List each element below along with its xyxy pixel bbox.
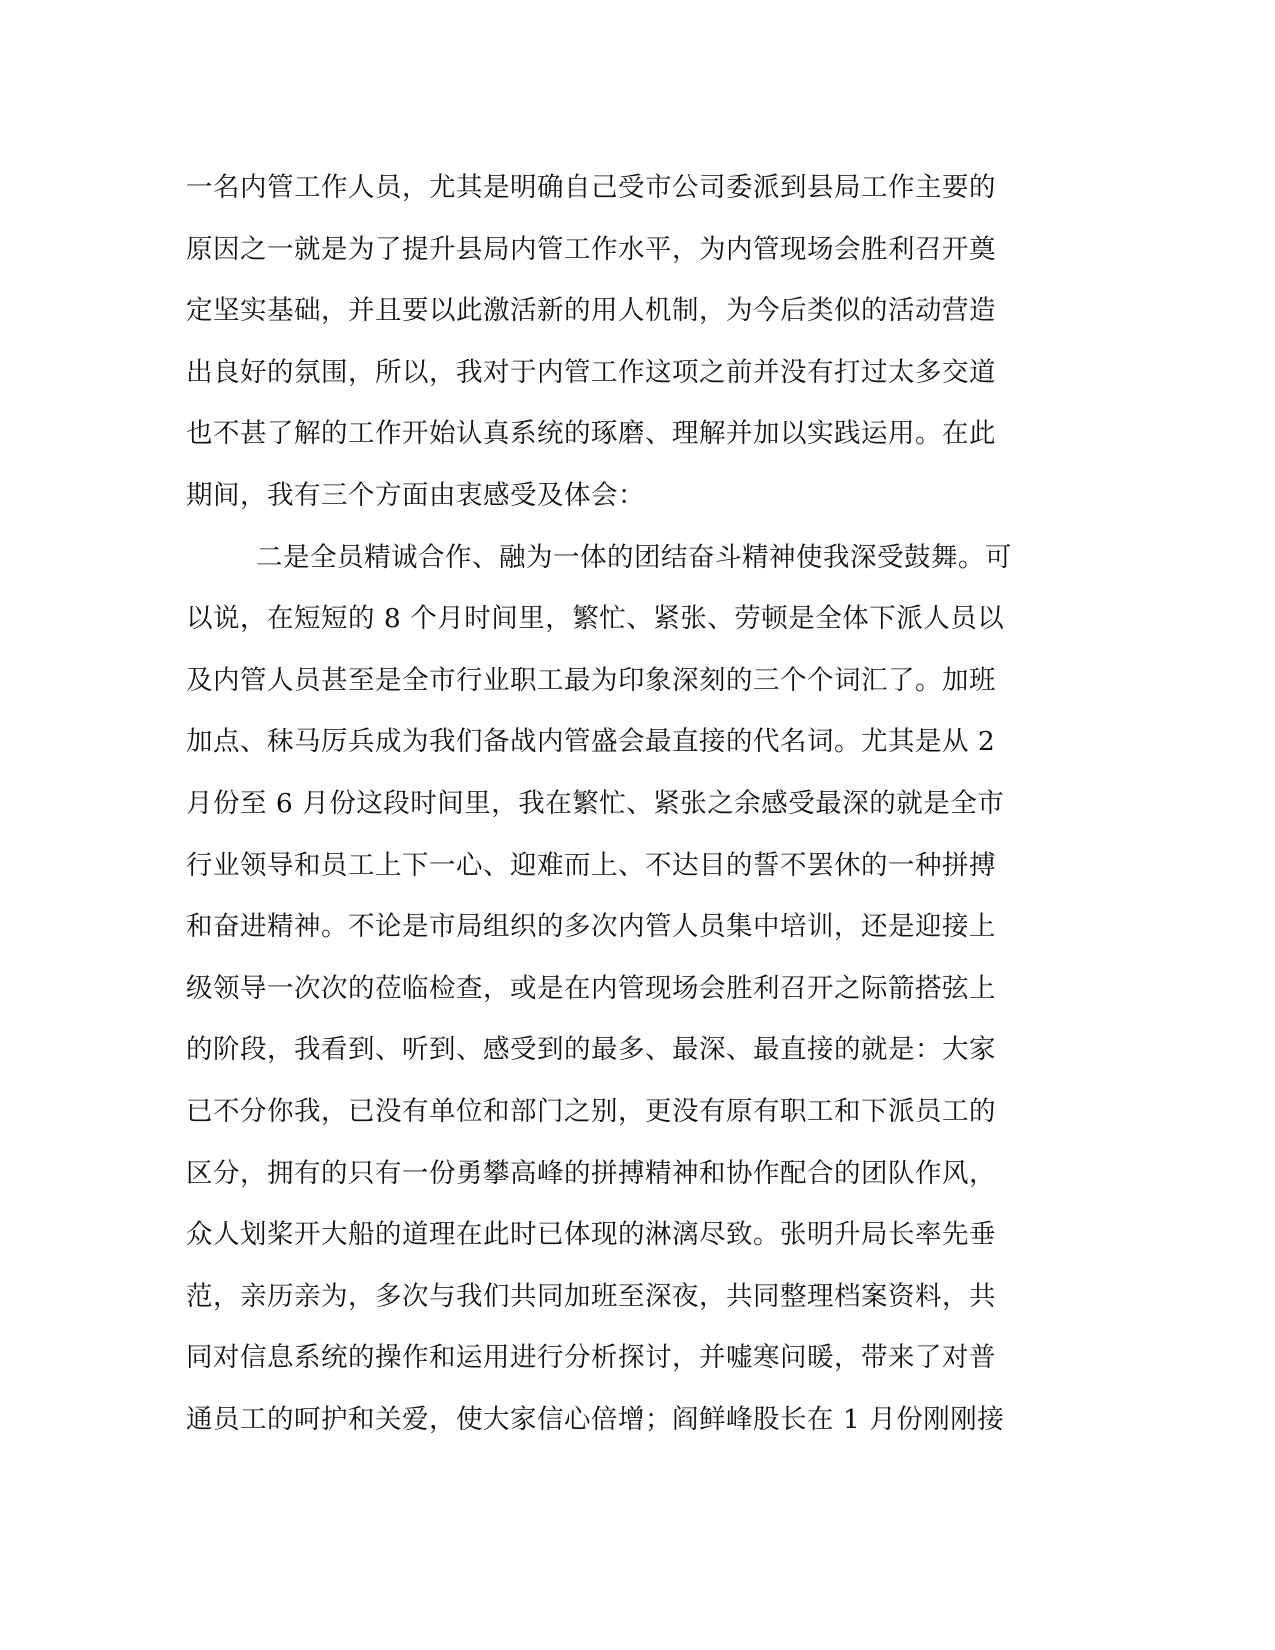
text-line: 行业领导和员工上下一心、迎难而上、不达目的誓不罢休的一种拼搏 xyxy=(186,849,996,881)
text-line: 月份至 6 月份这段时间里，我在繁忙、紧张之余感受最深的就是全市 xyxy=(186,787,1005,819)
text-line: 级领导一次次的莅临检查，或是在内管现场会胜利召开之际箭搭弦上 xyxy=(186,972,996,1004)
text-line: 的阶段，我看到、听到、感受到的最多、最深、最直接的就是：大家 xyxy=(186,1034,996,1066)
text-line: 出良好的氛围，所以，我对于内管工作这项之前并没有打过太多交道 xyxy=(186,356,996,388)
text-line: 原因之一就是为了提升县局内管工作水平，为内管现场会胜利召开奠 xyxy=(186,233,996,265)
text-line: 区分，拥有的只有一份勇攀高峰的拼搏精神和协作配合的团队作风， xyxy=(186,1157,996,1189)
text-line: 已不分你我，已没有单位和部门之别，更没有原有职工和下派员工的 xyxy=(186,1095,996,1127)
text-line: 范，亲历亲为，多次与我们共同加班至深夜，共同整理档案资料，共 xyxy=(186,1280,996,1312)
paragraph-start-line: 二是全员精诚合作、融为一体的团结奋斗精神使我深受鼓舞。可 xyxy=(256,541,1012,573)
body-text xyxy=(186,157,1066,1450)
text-line: 通员工的呵护和关爱，使大家信心倍增；阎鲜峰股长在 1 月份刚刚接 xyxy=(186,1403,1005,1435)
text-line: 以说，在短短的 8 个月时间里，繁忙、紧张、劳顿是全体下派人员以 xyxy=(186,603,1005,635)
text-line: 定坚实基础，并且要以此激活新的用人机制，为今后类似的活动营造 xyxy=(186,295,996,327)
text-line: 同对信息系统的操作和运用进行分析探讨，并嘘寒问暖，带来了对普 xyxy=(186,1342,996,1374)
text-line: 加点、秣马厉兵成为我们备战内管盛会最直接的代名词。尤其是从 2 xyxy=(186,726,996,758)
text-line: 及内管人员甚至是全市行业职工最为印象深刻的三个个词汇了。加班 xyxy=(186,664,996,696)
text-line: 也不甚了解的工作开始认真系统的琢磨、理解并加以实践运用。在此 xyxy=(186,418,996,450)
text-line: 一名内管工作人员，尤其是明确自己受市公司委派到县局工作主要的 xyxy=(186,172,996,203)
text-line: 众人划桨开大船的道理在此时已体现的淋漓尽致。张明升局长率先垂 xyxy=(186,1219,996,1251)
text-line: 和奋进精神。不论是市局组织的多次内管人员集中培训，还是迎接上 xyxy=(186,911,996,943)
text-line: 期间，我有三个方面由衷感受及体会： xyxy=(186,479,645,511)
